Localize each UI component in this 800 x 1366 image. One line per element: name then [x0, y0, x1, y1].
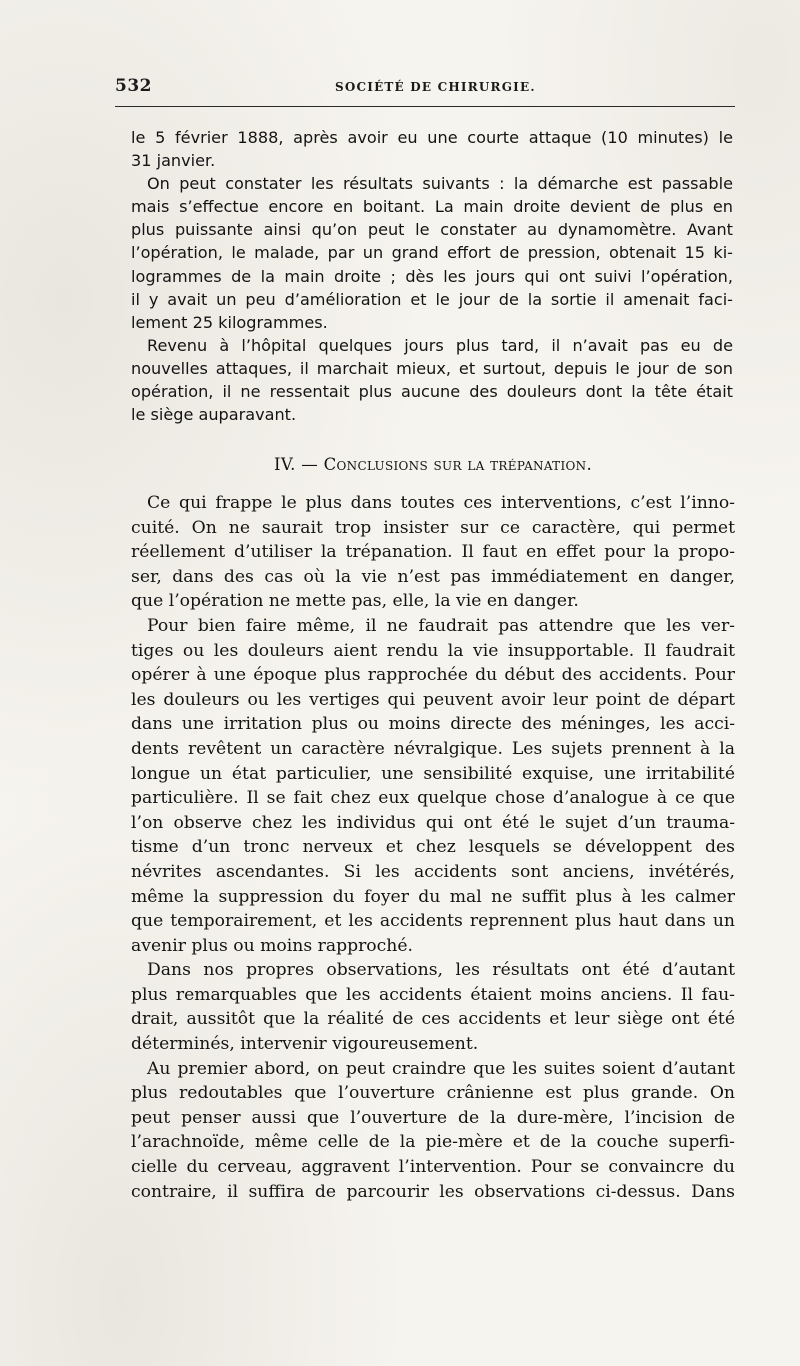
text-line: l’arachnoïde, même celle de la pie-mère et de la couche superfi-	[131, 1132, 735, 1153]
text-line: 31 janvier.	[131, 151, 216, 171]
text-line: On peut constater les résultats suivants : la démarche est passable	[147, 174, 733, 194]
text-line: que l’opération ne mette pas, elle, la vie en danger.	[131, 591, 579, 612]
text-line: opération, il ne ressentait plus aucune des douleurs dont la tête était	[131, 382, 733, 402]
text-line: tiges ou les douleurs aient rendu la vie insupportable. Il faudrait	[131, 640, 735, 661]
text-line: opérer à une époque plus rapprochée du début des accidents. Pour	[131, 665, 735, 686]
text-line: Pour bien faire même, il ne faudrait pas attendre que les ver-	[147, 615, 735, 636]
text-line: cuité. On ne saurait trop insister sur ce caractère, qui permet	[131, 517, 735, 538]
text-line: il y avait un peu d’amélioration et le jour de la sortie il amenait faci-	[131, 289, 733, 309]
text-line: logrammes de la main droite ; dès les jours qui ont suivi l’opération,	[131, 266, 733, 286]
text-line: les douleurs ou les vertiges qui peuvent avoir leur point de départ	[131, 689, 735, 710]
text-line: déterminés, intervenir vigoureusement.	[131, 1034, 479, 1055]
text-line: lement 25 kilogrammes.	[131, 312, 328, 332]
text-line: le siège auparavant.	[131, 405, 297, 425]
text-line: drait, aussitôt que la réalité de ces accidents et leur siège ont été	[131, 1009, 735, 1030]
text-line: névrites ascendantes. Si les accidents sont anciens, invétérés,	[131, 861, 735, 882]
text-line: plus redoutables que l’ouverture crânienne est plus grande. On	[131, 1083, 735, 1104]
text-line: avenir plus ou moins rapproché.	[131, 935, 413, 956]
text-line: plus puissante ainsi qu’on peut le constater au dynamomètre. Avant	[131, 220, 733, 240]
text-line: contraire, il suffira de parcourir les observations ci-dessus. Dans	[131, 1181, 735, 1202]
text-line: particulière. Il se fait chez eux quelque chose d’analogue à ce que	[131, 788, 735, 809]
text-line: nouvelles attaques, il marchait mieux, et surtout, depuis le jour de son	[131, 358, 733, 378]
section-title: Conclusions sur la trépanation.	[323, 455, 592, 474]
text-line: que temporairement, et les accidents reprennent plus haut dans un	[131, 911, 735, 932]
section-numeral: IV. —	[274, 455, 319, 474]
page-number: 532	[115, 76, 152, 96]
text-line: dents revêtent un caractère névralgique. Les sujets prennent à la	[131, 738, 735, 759]
text-line: Au premier abord, on peut craindre que les suites soient d’autant	[147, 1058, 735, 1079]
text-line: mais s’effectue encore en boitant. La main droite devient de plus en	[131, 197, 733, 217]
text-line: dans une irritation plus ou moins directe des méninges, les acci-	[131, 714, 735, 735]
text-line: l’opération, le malade, par un grand effort de pression, obtenait 15 ki-	[131, 243, 733, 263]
text-line: longue un état particulier, une sensibilité exquise, une irritabilité	[131, 763, 735, 784]
text-line: même la suppression du foyer du mal ne suffit plus à les calmer	[131, 886, 735, 907]
text-line: ser, dans des cas où la vie n’est pas immédiatement en danger,	[131, 566, 735, 587]
text-line: Ce qui frappe le plus dans toutes ces interventions, c’est l’inno-	[147, 493, 735, 513]
text-line: tisme d’un tronc nerveux et chez lesquels se développent des	[131, 837, 735, 858]
header-rule	[115, 106, 735, 107]
section-heading	[131, 455, 735, 474]
text-line: plus remarquables que les accidents étaient moins anciens. Il fau-	[131, 984, 735, 1005]
case-report-text	[131, 126, 733, 426]
text-line: le 5 février 1888, après avoir eu une courte attaque (10 minutes) le	[131, 128, 733, 147]
text-line: Revenu à l’hôpital quelques jours plus tard, il n’avait pas eu de	[147, 335, 733, 355]
text-line: l’on observe chez les individus qui ont été le sujet d’un trauma-	[131, 812, 735, 833]
text-line: cielle du cerveau, aggravent l’intervention. Pour se convaincre du	[131, 1157, 735, 1178]
text-line: peut penser aussi que l’ouverture de la dure-mère, l’incision de	[131, 1107, 735, 1128]
text-line: Dans nos propres observations, les résultats ont été d’autant	[147, 960, 735, 981]
text-line: réellement d’utiliser la trépanation. Il faut en effet pour la propo-	[131, 542, 735, 563]
page-header	[115, 76, 735, 102]
conclusions-text	[131, 491, 735, 1204]
running-title: SOCIÉTÉ DE CHIRURGIE.	[335, 80, 536, 94]
